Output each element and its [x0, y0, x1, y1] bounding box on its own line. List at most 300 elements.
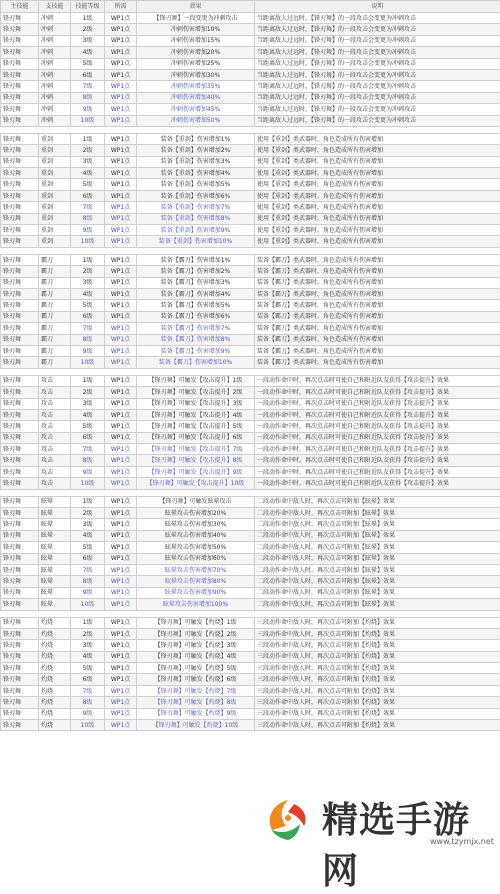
table-row — [1, 387, 500, 398]
sub-skill-cell: 眩晕 — [39, 564, 71, 575]
sub-skill-cell: 霸刀 — [39, 345, 71, 356]
cost-cell: WP1点 — [105, 266, 137, 277]
header-main-skill: 主技能 — [1, 1, 39, 13]
effect-cell: 眩晕攻击伤害增加60% — [137, 553, 255, 564]
header-sub-skill: 支技能 — [39, 1, 71, 13]
description-cell: 一段动作命中时，再次点击时可使自己和附近队友获得【攻击提升】效果 — [255, 432, 500, 443]
level-cell: 2级 — [71, 145, 105, 156]
main-skill-cell: 锋刃舞 — [1, 213, 39, 224]
main-skill-cell: 锋刃舞 — [1, 156, 39, 167]
table-row — [1, 455, 500, 466]
table-row — [1, 542, 500, 553]
main-skill-cell: 锋刃舞 — [1, 168, 39, 179]
main-skill-cell: 锋刃舞 — [1, 587, 39, 598]
effect-cell: 装备【重剑】伤害增加8% — [137, 213, 255, 224]
table-row — [1, 720, 500, 731]
effect-cell: 【锋刃舞】可触发【灼烧】7级 — [137, 685, 255, 696]
sub-skill-cell: 眩晕 — [39, 587, 71, 598]
table-row — [1, 323, 500, 334]
level-cell: 5级 — [71, 179, 105, 190]
description-cell: 二段动作命中敌人时，再次点击可附加【眩晕】效果 — [255, 519, 500, 530]
level-cell: 1级 — [71, 617, 105, 628]
table-row — [1, 708, 500, 719]
main-skill-cell: 锋刃舞 — [1, 311, 39, 322]
spacer-cell — [1, 489, 500, 496]
table-row — [1, 466, 500, 477]
sub-skill-cell: 霸刀 — [39, 288, 71, 299]
cost-cell: WP1点 — [105, 398, 137, 409]
table-row — [1, 92, 500, 103]
main-skill-cell: 锋刃舞 — [1, 542, 39, 553]
description-cell: 当距离敌人过远时，【锋刃舞】的一段攻击会变更为冲刺攻击 — [255, 104, 500, 115]
sub-skill-cell: 攻击 — [39, 398, 71, 409]
description-cell: 装备【霸刀】类武器时，角色造成所有伤害增加 — [255, 345, 500, 356]
table-row — [1, 519, 500, 530]
sub-skill-cell: 冲刺 — [39, 92, 71, 103]
header-effect: 效果 — [137, 1, 255, 13]
effect-cell: 装备【重剑】伤害增加4% — [137, 168, 255, 179]
main-skill-cell: 锋刃舞 — [1, 553, 39, 564]
level-cell: 3级 — [71, 277, 105, 288]
cost-cell: WP1点 — [105, 496, 137, 507]
level-cell: 9级 — [71, 466, 105, 477]
cost-cell: WP1点 — [105, 508, 137, 519]
sub-skill-cell: 冲刺 — [39, 35, 71, 46]
sub-skill-cell: 重剑 — [39, 145, 71, 156]
sub-skill-cell: 攻击 — [39, 387, 71, 398]
level-cell: 4级 — [71, 288, 105, 299]
effect-cell: 【锋刃舞】可触发【攻击提升】7级 — [137, 444, 255, 455]
main-skill-cell: 锋刃舞 — [1, 104, 39, 115]
description-cell: 装备【霸刀】类武器时，角色造成所有伤害增加 — [255, 357, 500, 368]
main-skill-cell: 锋刃舞 — [1, 13, 39, 24]
sub-skill-cell: 重剑 — [39, 156, 71, 167]
description-cell: 一段动作命中时，再次点击时可使自己和附近队友获得【攻击提升】效果 — [255, 421, 500, 432]
effect-cell: 【锋刃舞】可触发【灼烧】3级 — [137, 640, 255, 651]
table-row — [1, 156, 500, 167]
level-cell: 5级 — [71, 663, 105, 674]
cost-cell: WP1点 — [105, 236, 137, 247]
effect-cell: 【锋刃舞】可触发【攻击提升】2级 — [137, 387, 255, 398]
description-cell: 当距离敌人过远时，【锋刃舞】的一段攻击会变更为冲刺攻击 — [255, 58, 500, 69]
effect-cell: 冲刺伤害增加15% — [137, 35, 255, 46]
description-cell: 三段动作命中敌人时，再次点击可附加【灼烧】效果 — [255, 697, 500, 708]
sub-skill-cell: 霸刀 — [39, 357, 71, 368]
table-row — [1, 651, 500, 662]
table-row — [1, 697, 500, 708]
level-cell: 2级 — [71, 387, 105, 398]
sub-skill-cell: 霸刀 — [39, 300, 71, 311]
level-cell: 5级 — [71, 421, 105, 432]
effect-cell: 装备【霸刀】伤害增加8% — [137, 334, 255, 345]
sub-skill-cell: 霸刀 — [39, 323, 71, 334]
level-cell: 4级 — [71, 47, 105, 58]
level-cell: 10级 — [71, 599, 105, 610]
description-cell: 二段动作命中敌人时，再次点击可附加【眩晕】效果 — [255, 553, 500, 564]
main-skill-cell: 锋刃舞 — [1, 651, 39, 662]
main-skill-cell: 锋刃舞 — [1, 266, 39, 277]
main-skill-cell: 锋刃舞 — [1, 432, 39, 443]
cost-cell: WP1点 — [105, 213, 137, 224]
cost-cell: WP1点 — [105, 720, 137, 731]
effect-cell: 装备【霸刀】伤害增加5% — [137, 300, 255, 311]
description-cell: 二段动作命中敌人时，再次点击可附加【眩晕】效果 — [255, 599, 500, 610]
level-cell: 2级 — [71, 508, 105, 519]
table-row — [1, 508, 500, 519]
description-cell: 一段动作命中时，再次点击时可使自己和附近队友获得【攻击提升】效果 — [255, 409, 500, 420]
level-cell: 5级 — [71, 58, 105, 69]
cost-cell: WP1点 — [105, 640, 137, 651]
description-cell: 使用【重剑】类武器时，角色造成所有伤害增加 — [255, 133, 500, 144]
table-row — [1, 357, 500, 368]
effect-cell: 【锋刃舞】可触发【攻击提升】1级 — [137, 375, 255, 386]
sub-skill-cell: 重剑 — [39, 213, 71, 224]
sub-skill-cell: 眩晕 — [39, 508, 71, 519]
effect-cell: 装备【霸刀】伤害增加7% — [137, 323, 255, 334]
main-skill-cell: 锋刃舞 — [1, 409, 39, 420]
description-cell: 三段动作命中敌人时，再次点击可附加【灼烧】效果 — [255, 651, 500, 662]
description-cell: 二段动作命中敌人时，再次点击可附加【眩晕】效果 — [255, 587, 500, 598]
table-row — [1, 225, 500, 236]
cost-cell: WP1点 — [105, 444, 137, 455]
main-skill-cell: 锋刃舞 — [1, 496, 39, 507]
effect-cell: 装备【重剑】伤害增加7% — [137, 202, 255, 213]
sub-skill-cell: 灼烧 — [39, 651, 71, 662]
cost-cell: WP1点 — [105, 674, 137, 685]
description-cell: 三段动作命中敌人时，再次点击可附加【灼烧】效果 — [255, 617, 500, 628]
cost-cell: WP1点 — [105, 334, 137, 345]
table-row — [1, 13, 500, 24]
description-cell: 三段动作命中敌人时，再次点击可附加【灼烧】效果 — [255, 640, 500, 651]
main-skill-cell: 锋刃舞 — [1, 387, 39, 398]
sub-skill-cell: 灼烧 — [39, 720, 71, 731]
description-cell: 装备【霸刀】类武器时，角色造成所有伤害增加 — [255, 311, 500, 322]
description-cell: 一段动作命中时，再次点击时可使自己和附近队友获得【攻击提升】效果 — [255, 478, 500, 489]
sub-skill-cell: 灼烧 — [39, 685, 71, 696]
level-cell: 3级 — [71, 35, 105, 46]
watermark-url: www.tzymjx.net — [430, 837, 494, 846]
table-header-row — [1, 1, 500, 13]
effect-cell: 眩晕攻击伤害增加70% — [137, 564, 255, 575]
table-row — [1, 685, 500, 696]
description-cell: 装备【霸刀】类武器时，角色造成所有伤害增加 — [255, 334, 500, 345]
description-cell: 三段动作命中敌人时，再次点击可附加【灼烧】效果 — [255, 708, 500, 719]
sub-skill-cell: 攻击 — [39, 409, 71, 420]
effect-cell: 眩晕攻击伤害增加50% — [137, 542, 255, 553]
description-cell: 三段动作命中敌人时，再次点击可附加【灼烧】效果 — [255, 685, 500, 696]
watermark-site-name: 精选手游网 — [322, 792, 500, 894]
spacer-cell — [1, 368, 500, 375]
description-cell: 使用【重剑】类武器时，角色造成所有伤害增加 — [255, 190, 500, 201]
effect-cell: 眩晕攻击伤害增加80% — [137, 576, 255, 587]
main-skill-cell: 锋刃舞 — [1, 617, 39, 628]
level-cell: 6级 — [71, 674, 105, 685]
cost-cell: WP1点 — [105, 179, 137, 190]
level-cell: 1级 — [71, 13, 105, 24]
sub-skill-cell: 冲刺 — [39, 24, 71, 35]
main-skill-cell: 锋刃舞 — [1, 58, 39, 69]
effect-cell: 眩晕攻击伤害增加90% — [137, 587, 255, 598]
table-row — [1, 530, 500, 541]
brand-logo-icon — [258, 790, 318, 850]
cost-cell: WP1点 — [105, 156, 137, 167]
effect-cell: 【锋刃舞】可触发【灼烧】6级 — [137, 674, 255, 685]
level-cell: 2级 — [71, 266, 105, 277]
description-cell: 一段动作命中时，再次点击时可使自己和附近队友获得【攻击提升】效果 — [255, 375, 500, 386]
sub-skill-cell: 灼烧 — [39, 663, 71, 674]
level-cell: 10级 — [71, 720, 105, 731]
description-cell: 使用【重剑】类武器时，角色造成所有伤害增加 — [255, 156, 500, 167]
cost-cell: WP1点 — [105, 697, 137, 708]
table-row — [1, 409, 500, 420]
level-cell: 8级 — [71, 334, 105, 345]
effect-cell: 冲刺伤害增加40% — [137, 92, 255, 103]
effect-cell: 装备【霸刀】伤害增加6% — [137, 311, 255, 322]
level-cell: 5级 — [71, 300, 105, 311]
main-skill-cell: 锋刃舞 — [1, 640, 39, 651]
description-cell: 一段动作命中时，再次点击时可使自己和附近队友获得【攻击提升】效果 — [255, 455, 500, 466]
effect-cell: 装备【重剑】伤害增加6% — [137, 190, 255, 201]
cost-cell: WP1点 — [105, 288, 137, 299]
sub-skill-cell: 重剑 — [39, 179, 71, 190]
main-skill-cell: 锋刃舞 — [1, 69, 39, 80]
cost-cell: WP1点 — [105, 81, 137, 92]
level-cell: 6级 — [71, 69, 105, 80]
level-cell: 3级 — [71, 519, 105, 530]
level-cell: 3级 — [71, 640, 105, 651]
cost-cell: WP1点 — [105, 225, 137, 236]
cost-cell: WP1点 — [105, 685, 137, 696]
table-row — [1, 553, 500, 564]
effect-cell: 装备【重剑】伤害增加1% — [137, 133, 255, 144]
description-cell: 使用【重剑】类武器时，角色造成所有伤害增加 — [255, 168, 500, 179]
cost-cell: WP1点 — [105, 24, 137, 35]
cost-cell: WP1点 — [105, 617, 137, 628]
level-cell: 6级 — [71, 553, 105, 564]
table-row — [1, 190, 500, 201]
table-row — [1, 640, 500, 651]
level-cell: 7级 — [71, 564, 105, 575]
effect-cell: 【锋刃舞】可触发【攻击提升】3级 — [137, 398, 255, 409]
table-row — [1, 478, 500, 489]
level-cell: 10级 — [71, 115, 105, 126]
level-cell: 6级 — [71, 311, 105, 322]
table-row — [1, 266, 500, 277]
description-cell: 当距离敌人过远时，【锋刃舞】的一段攻击会变更为冲刺攻击 — [255, 13, 500, 24]
section-spacer — [1, 489, 500, 496]
sub-skill-cell: 冲刺 — [39, 47, 71, 58]
cost-cell: WP1点 — [105, 190, 137, 201]
header-cost: 所需 — [105, 1, 137, 13]
main-skill-cell: 锋刃舞 — [1, 708, 39, 719]
section-spacer — [1, 610, 500, 617]
effect-cell: 【锋刃舞】可触发【灼烧】8级 — [137, 697, 255, 708]
cost-cell: WP1点 — [105, 300, 137, 311]
sub-skill-cell: 眩晕 — [39, 496, 71, 507]
main-skill-cell: 锋刃舞 — [1, 47, 39, 58]
cost-cell: WP1点 — [105, 115, 137, 126]
description-cell: 二段动作命中敌人时，再次点击可附加【眩晕】效果 — [255, 530, 500, 541]
sub-skill-cell: 攻击 — [39, 432, 71, 443]
main-skill-cell: 锋刃舞 — [1, 115, 39, 126]
sub-skill-cell: 重剑 — [39, 202, 71, 213]
main-skill-cell: 锋刃舞 — [1, 179, 39, 190]
cost-cell: WP1点 — [105, 145, 137, 156]
main-skill-cell: 锋刃舞 — [1, 288, 39, 299]
main-skill-cell: 锋刃舞 — [1, 236, 39, 247]
effect-cell: 装备【重剑】伤害增加9% — [137, 225, 255, 236]
description-cell: 装备【霸刀】类武器时，角色造成所有伤害增加 — [255, 288, 500, 299]
table-row — [1, 345, 500, 356]
table-row — [1, 133, 500, 144]
table-row — [1, 587, 500, 598]
sub-skill-cell: 攻击 — [39, 444, 71, 455]
main-skill-cell: 锋刃舞 — [1, 519, 39, 530]
description-cell: 三段动作命中敌人时，再次点击可附加【灼烧】效果 — [255, 720, 500, 731]
effect-cell: 【锋刃舞】可触发【灼烧】1级 — [137, 617, 255, 628]
cost-cell: WP1点 — [105, 478, 137, 489]
level-cell: 7级 — [71, 81, 105, 92]
table-row — [1, 421, 500, 432]
table-row — [1, 277, 500, 288]
cost-cell: WP1点 — [105, 455, 137, 466]
cost-cell: WP1点 — [105, 564, 137, 575]
level-cell: 7级 — [71, 685, 105, 696]
cost-cell: WP1点 — [105, 254, 137, 265]
effect-cell: 【锋刃舞】可触发【灼烧】9级 — [137, 708, 255, 719]
sub-skill-cell: 冲刺 — [39, 13, 71, 24]
cost-cell: WP1点 — [105, 357, 137, 368]
main-skill-cell: 锋刃舞 — [1, 277, 39, 288]
level-cell: 8级 — [71, 576, 105, 587]
description-cell: 当距离敌人过远时，【锋刃舞】的一段攻击会变更为冲刺攻击 — [255, 92, 500, 103]
table-row — [1, 576, 500, 587]
description-cell: 二段动作命中敌人时，再次点击可附加【眩晕】效果 — [255, 508, 500, 519]
main-skill-cell: 锋刃舞 — [1, 300, 39, 311]
description-cell: 装备【霸刀】类武器时，角色造成所有伤害增加 — [255, 277, 500, 288]
sub-skill-cell: 冲刺 — [39, 115, 71, 126]
effect-cell: 眩晕攻击伤害增加20% — [137, 508, 255, 519]
table-row — [1, 202, 500, 213]
main-skill-cell: 锋刃舞 — [1, 190, 39, 201]
description-cell: 当距离敌人过远时，【锋刃舞】的一段攻击会变更为冲刺攻击 — [255, 81, 500, 92]
effect-cell: 冲刺伤害增加30% — [137, 69, 255, 80]
level-cell: 4级 — [71, 168, 105, 179]
effect-cell: 【锋刃舞】可触发眩晕攻击 — [137, 496, 255, 507]
table-row — [1, 254, 500, 265]
effect-cell: 装备【霸刀】伤害增加1% — [137, 254, 255, 265]
description-cell: 当距离敌人过远时，【锋刃舞】的一段攻击会变更为冲刺攻击 — [255, 115, 500, 126]
sub-skill-cell: 重剑 — [39, 133, 71, 144]
description-cell: 当距离敌人过远时，【锋刃舞】的一段攻击会变更为冲刺攻击 — [255, 35, 500, 46]
table-row — [1, 115, 500, 126]
sub-skill-cell: 冲刺 — [39, 104, 71, 115]
main-skill-cell: 锋刃舞 — [1, 576, 39, 587]
effect-cell: 【锋刃舞】可触发【灼烧】10级 — [137, 720, 255, 731]
main-skill-cell: 锋刃舞 — [1, 599, 39, 610]
cost-cell: WP1点 — [105, 345, 137, 356]
effect-cell: 装备【重剑】伤害增加10% — [137, 236, 255, 247]
level-cell: 2级 — [71, 628, 105, 639]
effect-cell: 【锋刃舞】可触发【攻击提升】9级 — [137, 466, 255, 477]
table-row — [1, 496, 500, 507]
cost-cell: WP1点 — [105, 432, 137, 443]
main-skill-cell: 锋刃舞 — [1, 685, 39, 696]
effect-cell: 冲刺伤害增加50% — [137, 115, 255, 126]
table-row — [1, 104, 500, 115]
main-skill-cell: 锋刃舞 — [1, 720, 39, 731]
sub-skill-cell: 重剑 — [39, 236, 71, 247]
sub-skill-cell: 霸刀 — [39, 266, 71, 277]
cost-cell: WP1点 — [105, 628, 137, 639]
spacer-cell — [1, 610, 500, 617]
table-row — [1, 168, 500, 179]
description-cell: 三段动作命中敌人时，再次点击可附加【灼烧】效果 — [255, 663, 500, 674]
table-body — [1, 13, 500, 731]
description-cell: 一段动作命中时，再次点击时可使自己和附近队友获得【攻击提升】效果 — [255, 387, 500, 398]
level-cell: 9级 — [71, 345, 105, 356]
description-cell: 三段动作命中敌人时，再次点击可附加【灼烧】效果 — [255, 674, 500, 685]
level-cell: 4级 — [71, 530, 105, 541]
table-row — [1, 213, 500, 224]
cost-cell: WP1点 — [105, 542, 137, 553]
main-skill-cell: 锋刃舞 — [1, 455, 39, 466]
description-cell: 三段动作命中敌人时，再次点击可附加【灼烧】效果 — [255, 628, 500, 639]
main-skill-cell: 锋刃舞 — [1, 345, 39, 356]
sub-skill-cell: 霸刀 — [39, 334, 71, 345]
table-row — [1, 311, 500, 322]
table-row — [1, 599, 500, 610]
sub-skill-cell: 霸刀 — [39, 254, 71, 265]
level-cell: 7级 — [71, 444, 105, 455]
cost-cell: WP1点 — [105, 553, 137, 564]
cost-cell: WP1点 — [105, 202, 137, 213]
main-skill-cell: 锋刃舞 — [1, 145, 39, 156]
cost-cell: WP1点 — [105, 277, 137, 288]
table-row — [1, 69, 500, 80]
level-cell: 8级 — [71, 213, 105, 224]
table-row — [1, 288, 500, 299]
effect-cell: 装备【重剑】伤害增加5% — [137, 179, 255, 190]
level-cell: 8级 — [71, 92, 105, 103]
sub-skill-cell: 重剑 — [39, 168, 71, 179]
spacer-cell — [1, 126, 500, 133]
sub-skill-cell: 冲刺 — [39, 58, 71, 69]
description-cell: 使用【重剑】类武器时，角色造成所有伤害增加 — [255, 179, 500, 190]
cost-cell: WP1点 — [105, 168, 137, 179]
effect-cell: 眩晕攻击伤害增加40% — [137, 530, 255, 541]
sub-skill-cell: 灼烧 — [39, 640, 71, 651]
description-cell: 二段动作命中敌人时，再次点击可附加【眩晕】效果 — [255, 496, 500, 507]
cost-cell: WP1点 — [105, 466, 137, 477]
level-cell: 4级 — [71, 409, 105, 420]
cost-cell: WP1点 — [105, 663, 137, 674]
description-cell: 使用【重剑】类武器时，角色造成所有伤害增加 — [255, 145, 500, 156]
main-skill-cell: 锋刃舞 — [1, 564, 39, 575]
effect-cell: 冲刺伤害增加10% — [137, 24, 255, 35]
section-spacer — [1, 247, 500, 254]
main-skill-cell: 锋刃舞 — [1, 24, 39, 35]
description-cell: 当距离敌人过远时，【锋刃舞】的一段攻击会变更为冲刺攻击 — [255, 24, 500, 35]
main-skill-cell: 锋刃舞 — [1, 398, 39, 409]
level-cell: 3级 — [71, 398, 105, 409]
effect-cell: 【锋刃舞】可触发【攻击提升】10级 — [137, 478, 255, 489]
sub-skill-cell: 冲刺 — [39, 69, 71, 80]
cost-cell: WP1点 — [105, 323, 137, 334]
table-row — [1, 236, 500, 247]
description-cell: 使用【重剑】类武器时，角色造成所有伤害增加 — [255, 202, 500, 213]
cost-cell: WP1点 — [105, 651, 137, 662]
